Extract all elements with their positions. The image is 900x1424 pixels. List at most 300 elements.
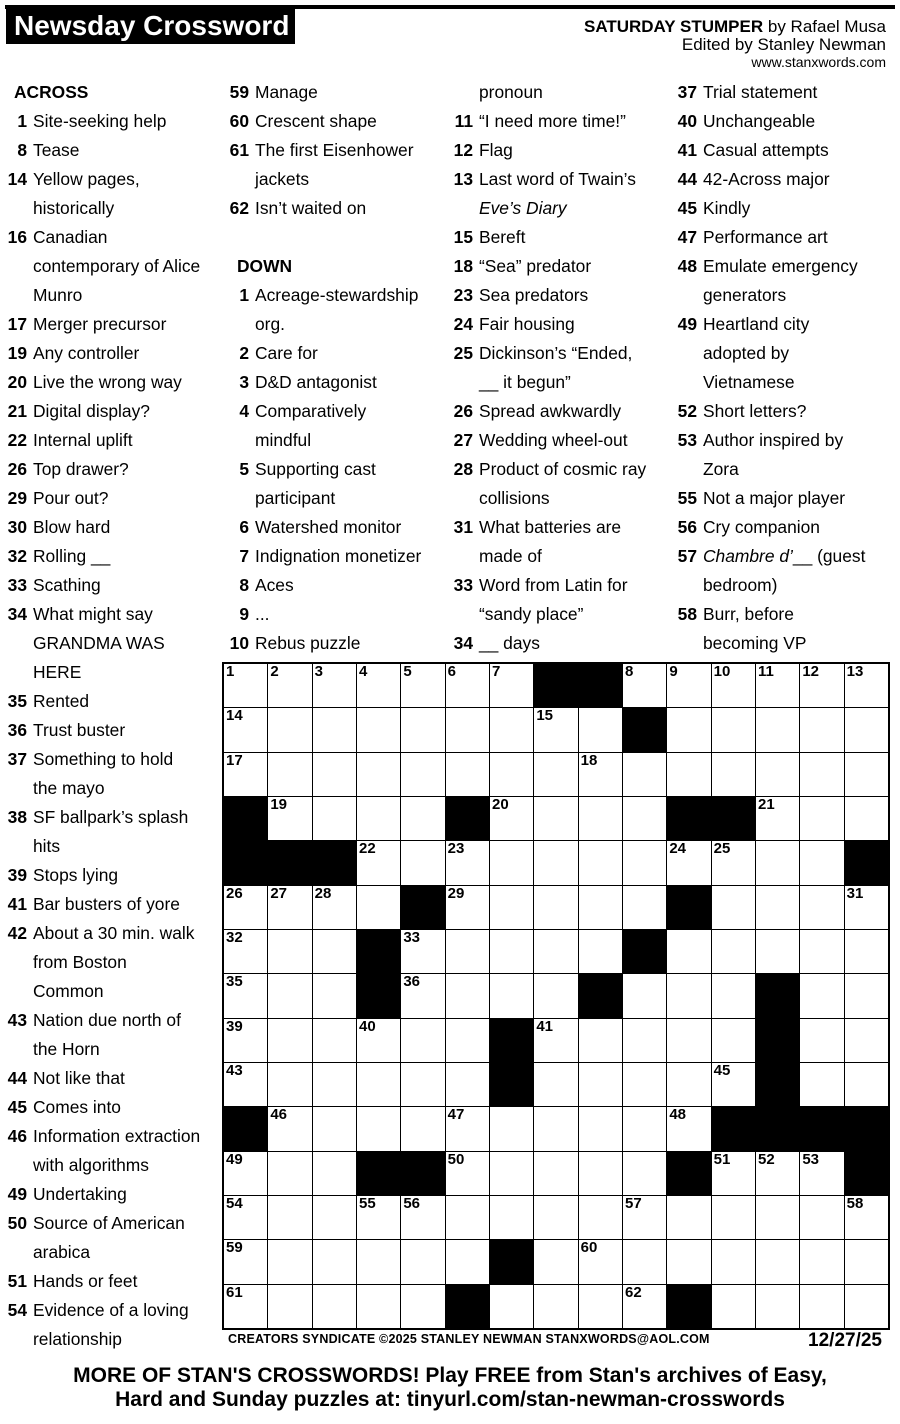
grid-cell[interactable] [845, 1285, 888, 1328]
grid-cell[interactable] [401, 664, 444, 707]
grid-cell[interactable] [712, 1152, 755, 1195]
grid-cell[interactable] [313, 1240, 356, 1283]
grid-cell[interactable] [490, 1196, 533, 1239]
grid-cell[interactable] [800, 1196, 843, 1239]
grid-cell[interactable] [224, 930, 267, 973]
grid-cell[interactable] [446, 930, 489, 973]
clue-number: 21 [7, 401, 27, 421]
grid-cell[interactable] [579, 797, 622, 840]
grid-cell[interactable] [313, 886, 356, 929]
grid-cell[interactable] [490, 753, 533, 796]
grid-cell[interactable] [534, 1152, 577, 1195]
grid-cell[interactable] [800, 886, 843, 929]
grid-cell[interactable] [313, 1152, 356, 1195]
clue-text: Undertaking [33, 1184, 127, 1204]
grid-cell[interactable] [845, 1240, 888, 1283]
grid-cell[interactable] [800, 797, 843, 840]
grid-cell[interactable] [357, 886, 400, 929]
grid-cell[interactable] [712, 886, 755, 929]
grid-cell[interactable] [313, 930, 356, 973]
clue-text: Indignation monetizer [255, 546, 422, 566]
grid-cell[interactable] [756, 708, 799, 751]
grid-cell[interactable] [800, 1285, 843, 1328]
grid-cell[interactable] [534, 1019, 577, 1062]
cell-number: 23 [447, 840, 465, 858]
grid-cell[interactable] [268, 753, 311, 796]
grid-cell[interactable] [357, 1107, 400, 1150]
grid-cell[interactable] [534, 1107, 577, 1150]
grid-cell[interactable] [446, 841, 489, 884]
cell-number: 49 [226, 1150, 243, 1168]
clue-item [0, 310, 222, 339]
grid-cell[interactable] [490, 708, 533, 751]
grid-cell[interactable] [490, 930, 533, 973]
clue-continuation [0, 948, 222, 977]
grid-cell[interactable] [800, 708, 843, 751]
grid-cell[interactable] [712, 974, 755, 1017]
grid-cell[interactable] [313, 1285, 356, 1328]
grid-cell[interactable] [712, 708, 755, 751]
grid-cell[interactable] [756, 1196, 799, 1239]
grid-cell[interactable] [268, 1240, 311, 1283]
grid-cell[interactable] [712, 1240, 755, 1283]
clue-number: 18 [453, 256, 473, 276]
clue-item [446, 455, 670, 484]
clue-continuation [670, 339, 900, 368]
clue-continuation [0, 832, 222, 861]
clue-item [0, 861, 222, 890]
grid-cell[interactable] [224, 1196, 267, 1239]
grid-cell[interactable] [623, 664, 666, 707]
grid-cell[interactable] [800, 930, 843, 973]
clue-number: 60 [229, 111, 249, 131]
grid-cell-black [579, 974, 622, 1017]
grid-cell[interactable] [800, 664, 843, 707]
grid-cell[interactable] [667, 1019, 710, 1062]
grid-cell[interactable] [357, 753, 400, 796]
cell-number: 45 [713, 1061, 731, 1079]
clue-number: 44 [7, 1068, 27, 1088]
grid-cell-black [623, 708, 666, 751]
grid-cell[interactable] [712, 664, 755, 707]
cell-number: 32 [226, 928, 243, 946]
grid-cell[interactable] [534, 974, 577, 1017]
clue-number: 37 [677, 82, 697, 102]
grid-cell[interactable] [800, 974, 843, 1017]
grid-cell[interactable] [623, 1063, 666, 1106]
grid-cell[interactable] [224, 708, 267, 751]
grid-cell[interactable] [667, 1063, 710, 1106]
clue-text: Information extraction [33, 1126, 201, 1146]
grid-cell[interactable] [268, 1196, 311, 1239]
clue-item [0, 1267, 222, 1296]
grid-cell[interactable] [490, 797, 533, 840]
cell-number: 61 [226, 1283, 243, 1301]
grid-cell[interactable] [268, 1107, 311, 1150]
grid-cell[interactable] [268, 930, 311, 973]
grid-cell[interactable] [756, 753, 799, 796]
grid-cell[interactable] [268, 974, 311, 1017]
grid-cell-black [357, 974, 400, 1017]
grid-cell[interactable] [534, 797, 577, 840]
clue-item [222, 107, 446, 136]
grid-cell[interactable] [579, 930, 622, 973]
grid-cell[interactable] [357, 1285, 400, 1328]
grid-cell-black [756, 1019, 799, 1062]
grid-cell[interactable] [756, 930, 799, 973]
cell-number: 59 [226, 1239, 243, 1257]
grid-cell[interactable] [401, 1196, 444, 1239]
grid-cell[interactable] [534, 886, 577, 929]
grid-cell[interactable] [534, 708, 577, 751]
grid-cell[interactable] [534, 841, 577, 884]
grid-cell[interactable] [845, 1063, 888, 1106]
grid-cell[interactable] [490, 1152, 533, 1195]
cell-number: 15 [536, 707, 554, 725]
grid-cell[interactable] [712, 841, 755, 884]
clue-item [222, 629, 446, 658]
clue-text: 42-Across major [703, 169, 830, 189]
grid-cell[interactable] [446, 886, 489, 929]
grid-cell[interactable] [357, 664, 400, 707]
clue-text: What might say [33, 604, 153, 624]
grid-cell[interactable] [357, 1019, 400, 1062]
grid-cell[interactable] [224, 1063, 267, 1106]
grid-cell[interactable] [845, 797, 888, 840]
grid-cell[interactable] [534, 1240, 577, 1283]
grid-cell[interactable] [579, 708, 622, 751]
clue-number: 11 [454, 111, 473, 131]
grid-cell[interactable] [313, 664, 356, 707]
clue-text: the Horn [33, 1039, 100, 1059]
grid-cell[interactable] [357, 1196, 400, 1239]
grid-cell-black [401, 1152, 444, 1195]
clue-number: 16 [7, 227, 27, 247]
grid-cell[interactable] [667, 841, 710, 884]
grid-cell[interactable] [401, 1240, 444, 1283]
clue-continuation [670, 571, 900, 600]
promo-line: MORE OF STAN'S CROSSWORDS! Play FREE from Stan's archives of Easy, [73, 1364, 827, 1387]
clue-column-3 [446, 78, 670, 658]
grid-cell[interactable] [623, 1285, 666, 1328]
grid-cell[interactable] [446, 708, 489, 751]
grid-cell[interactable] [313, 974, 356, 1017]
grid-cell[interactable] [446, 753, 489, 796]
grid-cell[interactable] [446, 1019, 489, 1062]
grid-cell-black [756, 974, 799, 1017]
grid-cell[interactable] [756, 1240, 799, 1283]
cell-number: 47 [447, 1106, 465, 1124]
grid-cell[interactable] [446, 974, 489, 1017]
clue-text: Something to hold [33, 749, 174, 769]
grid-cell[interactable] [667, 1240, 710, 1283]
grid-cell[interactable] [845, 974, 888, 1017]
cell-number: 43 [226, 1061, 243, 1079]
grid-cell[interactable] [357, 1240, 400, 1283]
grid-cell[interactable] [313, 708, 356, 751]
grid-cell[interactable] [756, 1152, 799, 1195]
grid-cell[interactable] [845, 930, 888, 973]
grid-cell[interactable] [534, 1285, 577, 1328]
grid-cell[interactable] [490, 886, 533, 929]
grid-cell[interactable] [623, 1152, 666, 1195]
cell-number: 58 [846, 1194, 864, 1212]
grid-cell[interactable] [756, 664, 799, 707]
grid-cell[interactable] [313, 1019, 356, 1062]
clue-text: Cry companion [703, 517, 820, 537]
grid-cell[interactable] [712, 930, 755, 973]
grid-cell[interactable] [357, 841, 400, 884]
grid-cell[interactable] [623, 974, 666, 1017]
grid-cell[interactable] [756, 797, 799, 840]
grid-cell[interactable] [401, 797, 444, 840]
grid-cell[interactable] [623, 841, 666, 884]
grid-cell[interactable] [667, 974, 710, 1017]
cell-number: 13 [846, 663, 864, 680]
clue-item [0, 571, 222, 600]
grid-cell-black [667, 1285, 710, 1328]
grid-cell[interactable] [667, 753, 710, 796]
grid-cell-black [490, 1019, 533, 1062]
grid-cell[interactable] [446, 1152, 489, 1195]
clue-number: 1 [17, 111, 27, 131]
grid-cell[interactable] [845, 1196, 888, 1239]
clue-number: 53 [677, 430, 697, 450]
clue-item [0, 1064, 222, 1093]
clue-item [222, 136, 446, 165]
clue-continuation [670, 368, 900, 397]
grid-cell[interactable] [623, 1240, 666, 1283]
grid-cell[interactable] [579, 1019, 622, 1062]
clue-text: Hands or feet [33, 1271, 138, 1291]
grid-cell[interactable] [446, 1107, 489, 1150]
crossword-grid [222, 662, 890, 1330]
grid-cell[interactable] [579, 1196, 622, 1239]
grid-cell[interactable] [623, 1196, 666, 1239]
grid-cell[interactable] [224, 1152, 267, 1195]
grid-cell[interactable] [579, 753, 622, 796]
grid-cell[interactable] [756, 886, 799, 929]
grid-cell[interactable] [800, 753, 843, 796]
cell-number: 57 [624, 1194, 642, 1212]
grid-cell[interactable] [490, 1285, 533, 1328]
clue-number: 34 [453, 633, 473, 653]
grid-cell[interactable] [800, 1063, 843, 1106]
grid-cell[interactable] [446, 1196, 489, 1239]
byline [584, 18, 886, 70]
grid-cell[interactable] [490, 1107, 533, 1150]
grid-cell[interactable] [268, 797, 311, 840]
grid-cell[interactable] [268, 886, 311, 929]
clue-text: Merger precursor [33, 314, 167, 334]
grid-cell[interactable] [313, 1196, 356, 1239]
grid-cell[interactable] [446, 1063, 489, 1106]
clue-number: 8 [239, 575, 249, 595]
grid-cell-black [800, 1107, 843, 1150]
grid-cell[interactable] [268, 1019, 311, 1062]
clue-continuation [0, 658, 222, 687]
grid-cell[interactable] [800, 1152, 843, 1195]
grid-cell[interactable] [579, 1063, 622, 1106]
clue-text: made of [479, 546, 542, 566]
grid-cell[interactable] [800, 841, 843, 884]
grid-cell[interactable] [667, 1196, 710, 1239]
cell-number: 12 [802, 663, 820, 680]
grid-cell[interactable] [623, 1107, 666, 1150]
cell-number: 5 [403, 663, 412, 680]
clue-number: 49 [7, 1184, 27, 1204]
grid-cell[interactable] [845, 708, 888, 751]
clue-item [222, 281, 446, 310]
grid-cell[interactable] [268, 1063, 311, 1106]
clue-text: Short letters? [703, 401, 807, 421]
clue-continuation [0, 977, 222, 1006]
clue-number: 8 [17, 140, 27, 160]
clue-number: 55 [677, 488, 697, 508]
clue-continuation [0, 281, 222, 310]
cell-number: 33 [403, 928, 421, 946]
grid-cell[interactable] [800, 1019, 843, 1062]
grid-cell[interactable] [401, 1019, 444, 1062]
spacer [222, 223, 446, 252]
puzzle-date: 12/27/25 [808, 1330, 882, 1351]
grid-cell[interactable] [357, 797, 400, 840]
grid-cell[interactable] [313, 797, 356, 840]
grid-cell[interactable] [401, 1285, 444, 1328]
clue-number: 41 [677, 140, 697, 160]
grid-cell[interactable] [268, 1285, 311, 1328]
grid-cell[interactable] [579, 886, 622, 929]
grid-cell[interactable] [712, 1019, 755, 1062]
grid-cell[interactable] [534, 753, 577, 796]
grid-cell[interactable] [224, 753, 267, 796]
grid-cell[interactable] [579, 1240, 622, 1283]
grid-cell[interactable] [623, 753, 666, 796]
clue-number: 54 [7, 1300, 27, 1320]
grid-cell[interactable] [667, 1107, 710, 1150]
grid-cell[interactable] [224, 974, 267, 1017]
grid-cell[interactable] [667, 930, 710, 973]
clue-text: Common [33, 981, 104, 1001]
cell-number: 3 [314, 663, 323, 680]
grid-cell[interactable] [845, 753, 888, 796]
clue-item [446, 281, 670, 310]
grid-cell[interactable] [712, 1196, 755, 1239]
grid-cell[interactable] [401, 841, 444, 884]
grid-cell[interactable] [712, 1285, 755, 1328]
clue-number: 48 [677, 256, 697, 276]
grid-cell[interactable] [490, 664, 533, 707]
clue-text: Stops lying [33, 865, 119, 885]
grid-cell[interactable] [845, 1019, 888, 1062]
grid-cell[interactable] [579, 1107, 622, 1150]
cell-number: 7 [491, 663, 501, 680]
grid-cell[interactable] [268, 664, 311, 707]
grid-cell[interactable] [357, 1063, 400, 1106]
clue-number: 33 [7, 575, 27, 595]
clue-text: Tease [33, 140, 80, 160]
grid-cell[interactable] [224, 664, 267, 707]
grid-cell[interactable] [667, 664, 710, 707]
grid-cell[interactable] [756, 1285, 799, 1328]
grid-cell[interactable] [268, 708, 311, 751]
grid-cell[interactable] [800, 1240, 843, 1283]
clue-item [670, 542, 900, 571]
clue-text: from Boston [33, 952, 127, 972]
clue-continuation [670, 629, 900, 658]
grid-cell-black [224, 841, 267, 884]
clue-item [670, 78, 900, 107]
cell-number: 31 [846, 884, 864, 902]
grid-cell[interactable] [401, 753, 444, 796]
cell-number: 62 [624, 1283, 642, 1301]
grid-cell[interactable] [623, 886, 666, 929]
grid-cell[interactable] [623, 797, 666, 840]
grid-cell[interactable] [401, 708, 444, 751]
grid-cell-black [401, 886, 444, 929]
grid-cell[interactable] [224, 886, 267, 929]
cell-number: 4 [358, 663, 368, 680]
clue-text: “sandy place” [479, 604, 584, 624]
grid-cell[interactable] [401, 974, 444, 1017]
grid-cell[interactable] [224, 1240, 267, 1283]
grid-cell[interactable] [401, 1063, 444, 1106]
grid-cell[interactable] [490, 974, 533, 1017]
clue-number: 12 [453, 140, 473, 160]
grid-cell[interactable] [446, 1240, 489, 1283]
grid-cell[interactable] [712, 753, 755, 796]
grid-cell[interactable] [845, 886, 888, 929]
grid-cell[interactable] [579, 841, 622, 884]
grid-cell[interactable] [357, 708, 400, 751]
grid-cell[interactable] [401, 1107, 444, 1150]
grid-cell[interactable] [534, 1196, 577, 1239]
grid-cell[interactable] [268, 1152, 311, 1195]
grid-cell[interactable] [224, 1019, 267, 1062]
clue-text: participant [255, 488, 336, 508]
grid-cell[interactable] [401, 930, 444, 973]
clue-text: hits [33, 836, 61, 856]
grid-cell[interactable] [313, 753, 356, 796]
grid-cell[interactable] [490, 841, 533, 884]
grid-cell[interactable] [446, 664, 489, 707]
grid-cell[interactable] [224, 1285, 267, 1328]
grid-cell-black [357, 930, 400, 973]
clue-continuation [222, 165, 446, 194]
clue-item [222, 513, 446, 542]
grid-cell[interactable] [313, 1063, 356, 1106]
clue-item [0, 890, 222, 919]
grid-cell[interactable] [756, 841, 799, 884]
grid-cell[interactable] [667, 708, 710, 751]
grid-cell[interactable] [579, 1285, 622, 1328]
cell-number: 46 [270, 1106, 288, 1124]
clue-item [0, 223, 222, 252]
website: www.stanxwords.com [751, 54, 886, 70]
clue-text: Site-seeking help [33, 111, 167, 131]
cell-number: 25 [713, 840, 731, 858]
grid-cell[interactable] [534, 1063, 577, 1106]
grid-cell[interactable] [845, 664, 888, 707]
grid-cell[interactable] [623, 1019, 666, 1062]
clue-text: GRANDMA WAS [33, 633, 165, 653]
clue-text: Comes into [33, 1097, 121, 1117]
grid-cell[interactable] [534, 930, 577, 973]
grid-cell[interactable] [313, 1107, 356, 1150]
grid-cell[interactable] [712, 1063, 755, 1106]
grid-cell[interactable] [579, 1152, 622, 1195]
cell-number: 55 [358, 1194, 376, 1212]
